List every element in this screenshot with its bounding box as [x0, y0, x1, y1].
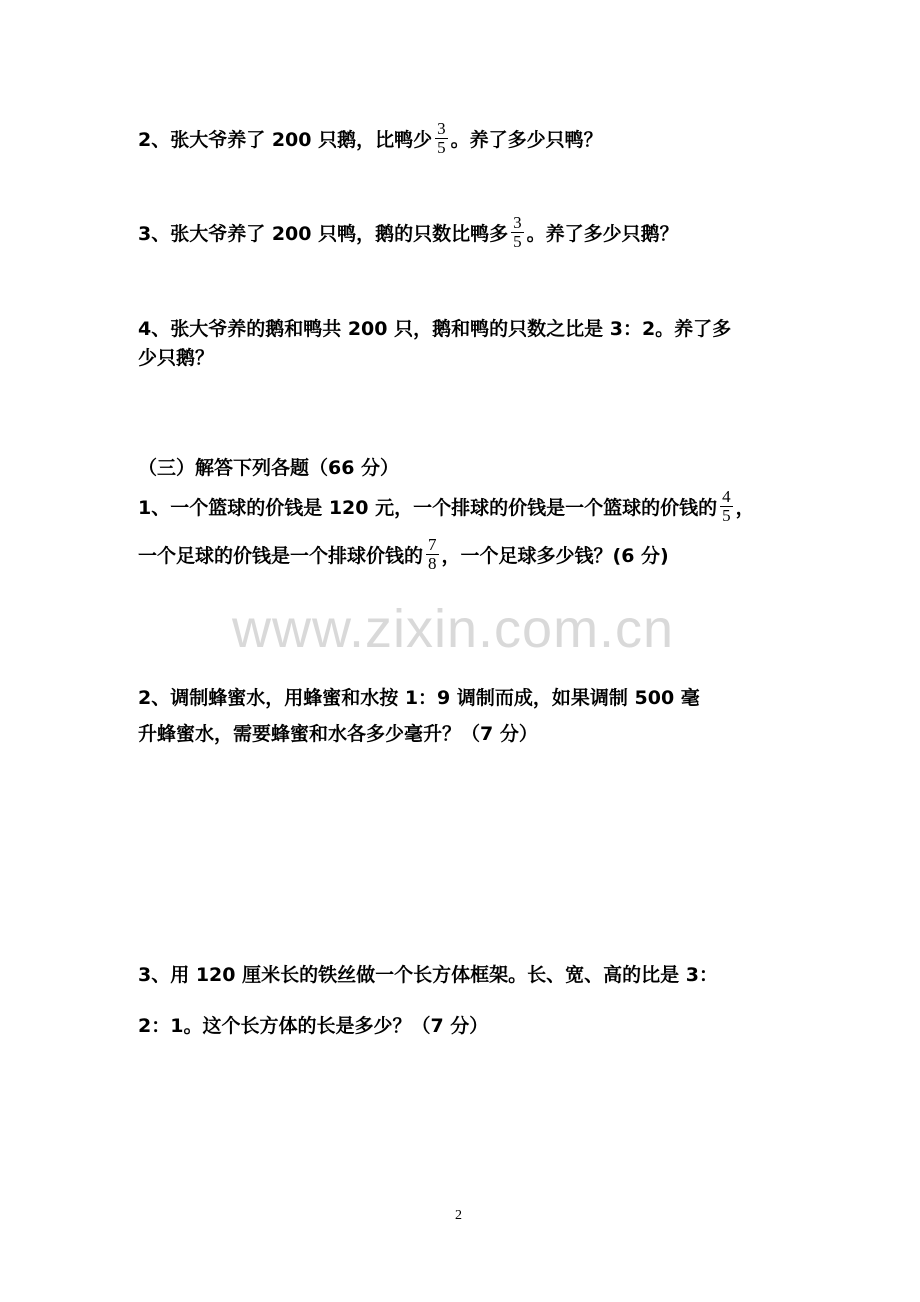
watermark: www.zixin.com.cn	[232, 599, 675, 659]
section3-question-1-line-1	[138, 487, 755, 527]
question-4-line-1: 4、张大爷养的鹅和鸭共 200 只，鹅和鸭的只数之比是 3：2。养了多	[138, 318, 732, 340]
question-3-text-end: 。养了多少只鹅？	[526, 223, 679, 245]
question-2-text: 2、张大爷养了 200 只鹅，比鸭少	[138, 129, 433, 151]
question-text-end: ，一个足球多少钱？(6 分)	[441, 545, 669, 567]
section3-question-2-line-1: 2、调制蜂蜜水，用蜂蜜和水按 1：9 调制而成，如果调制 500 毫	[138, 687, 700, 709]
page-number: 2	[455, 1208, 462, 1223]
fraction: $\frac{3}{5}$	[513, 213, 522, 251]
section3-question-1-line-2	[138, 535, 669, 575]
question-3-text: 3、张大爷养了 200 只鸭，鹅的只数比鸭多	[138, 223, 509, 245]
question-text: 1、一个篮球的价钱是 120 元，一个排球的价钱是一个篮球的价钱的	[138, 497, 718, 519]
fraction: $\frac{3}{5}$	[437, 119, 446, 157]
question-2	[138, 119, 603, 159]
section-heading: （三）解答下列各题（66 分）	[138, 457, 400, 479]
section3-question-3-line-2: 2：1。这个长方体的长是多少？（7 分）	[138, 1015, 489, 1037]
section3-question-2-line-2: 升蜂蜜水，需要蜂蜜和水各多少毫升？（7 分）	[138, 723, 538, 745]
fraction: $\frac{4}{5}$	[722, 487, 731, 525]
question-4-line-2: 少只鹅？	[138, 347, 215, 369]
question-2-text-end: 。养了多少只鸭？	[450, 129, 603, 151]
question-3	[138, 213, 679, 253]
section3-question-3-line-1: 3、用 120 厘米长的铁丝做一个长方体框架。长、宽、高的比是 3：	[138, 964, 718, 986]
question-text-end: ，	[735, 497, 755, 519]
fraction: $\frac{7}{8}$	[428, 535, 437, 573]
question-text: 一个足球的价钱是一个排球价钱的	[138, 545, 424, 567]
